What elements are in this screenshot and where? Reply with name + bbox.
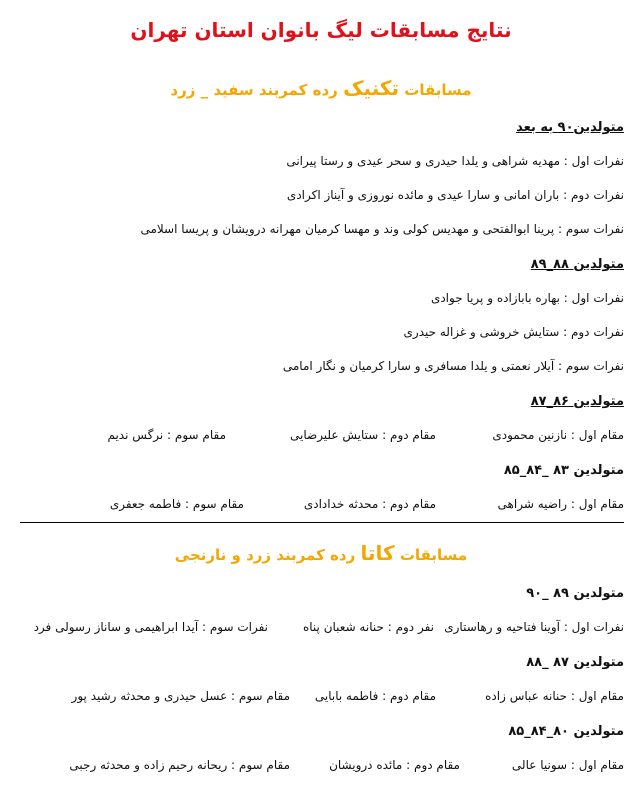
first-place: مقام اول : راضیه شراهی — [497, 497, 624, 511]
placings-row — [18, 620, 624, 638]
category-heading: متولدین ۸۰_۸۴_۸۵ — [508, 724, 624, 739]
kata-title-prefix: مسابقات — [399, 546, 468, 564]
second-place: مقام دوم : محدثه خدادادی — [303, 497, 436, 511]
placings-row — [18, 428, 624, 446]
third-place: مقام سوم : عسل حیدری و محدثه رشید پور — [71, 689, 290, 703]
category-heading: متولدین ۸۶_۸۷ — [530, 394, 624, 409]
placings-row — [18, 689, 624, 707]
kata-section-title — [0, 541, 642, 565]
result-line: نفرات دوم : ستایش خروشی و غزاله حیدری — [403, 325, 624, 339]
section-divider — [20, 522, 624, 523]
category-heading: متولدین ۸۸_۸۹ — [530, 257, 624, 272]
second-place: مقام دوم : ستایش علیرضایی — [290, 428, 436, 442]
result-line: نفرات سوم : پرینا ابوالفتحی و مهدیس کولی وند و مهسا کرمیان مهرانه درویشان و پریسا اسلامی — [140, 222, 624, 236]
first-place: مقام اول : سونیا عالی — [511, 758, 624, 772]
second-place: نفر دوم : حنانه شعبان پناه — [302, 620, 434, 634]
third-place: مقام سوم : ریحانه رحیم زاده و محدثه رجبی — [69, 758, 290, 772]
category-heading: متولدین ۸۷ _۸۸ — [526, 655, 624, 670]
second-place: مقام دوم : مائده درویشان — [329, 758, 460, 772]
third-place: مقام سوم : فاطمه جعفری — [109, 497, 244, 511]
category-heading: متولدین ۸۳ _۸۴_۸۵ — [503, 463, 624, 478]
third-place: مقام سوم : نرگس ندیم — [107, 428, 226, 442]
category-heading: متولدین ۸۹ _۹۰ — [526, 586, 624, 601]
technique-title-word: تکنیک — [343, 76, 400, 100]
page-title: نتایج مسابقات لیگ بانوان استان تهران — [130, 18, 512, 42]
second-place: مقام دوم : فاطمه بابایی — [314, 689, 436, 703]
result-line: نفرات سوم : آیلار نعمتی و یلدا مسافری و سارا کرمیان و نگار امامی — [282, 359, 624, 373]
first-place: نفرات اول : آوینا فتاحیه و رهاستاری — [444, 620, 624, 634]
third-place: نفرات سوم : آیدا ابراهیمی و ساناز رسولی فرد — [33, 620, 268, 634]
first-place: مقام اول : نازنین محمودی — [492, 428, 624, 442]
result-line: نفرات اول : بهاره بابازاده و پریا جوادی — [430, 291, 624, 305]
kata-title-suffix: رده کمربند زرد و نارنجی — [174, 546, 356, 564]
technique-title-prefix: مسابقات — [404, 81, 472, 99]
kata-title-word: کاتا — [360, 541, 395, 565]
technique-section-title — [0, 76, 642, 100]
result-line: نفرات دوم : باران امانی و سارا عیدی و مائده نوروزی و آیناز اکرادی — [286, 188, 624, 202]
placings-row — [18, 758, 624, 776]
result-line: نفرات اول : مهدیه شراهی و یلدا حیدری و سحر عیدی و رستا پیرانی — [286, 154, 624, 168]
category-heading: متولدین۹۰ به بعد — [516, 120, 624, 135]
technique-title-suffix: رده کمربند سفید _ زرد — [170, 81, 338, 99]
placings-row — [18, 497, 624, 515]
first-place: مقام اول : حنانه عباس زاده — [485, 689, 624, 703]
